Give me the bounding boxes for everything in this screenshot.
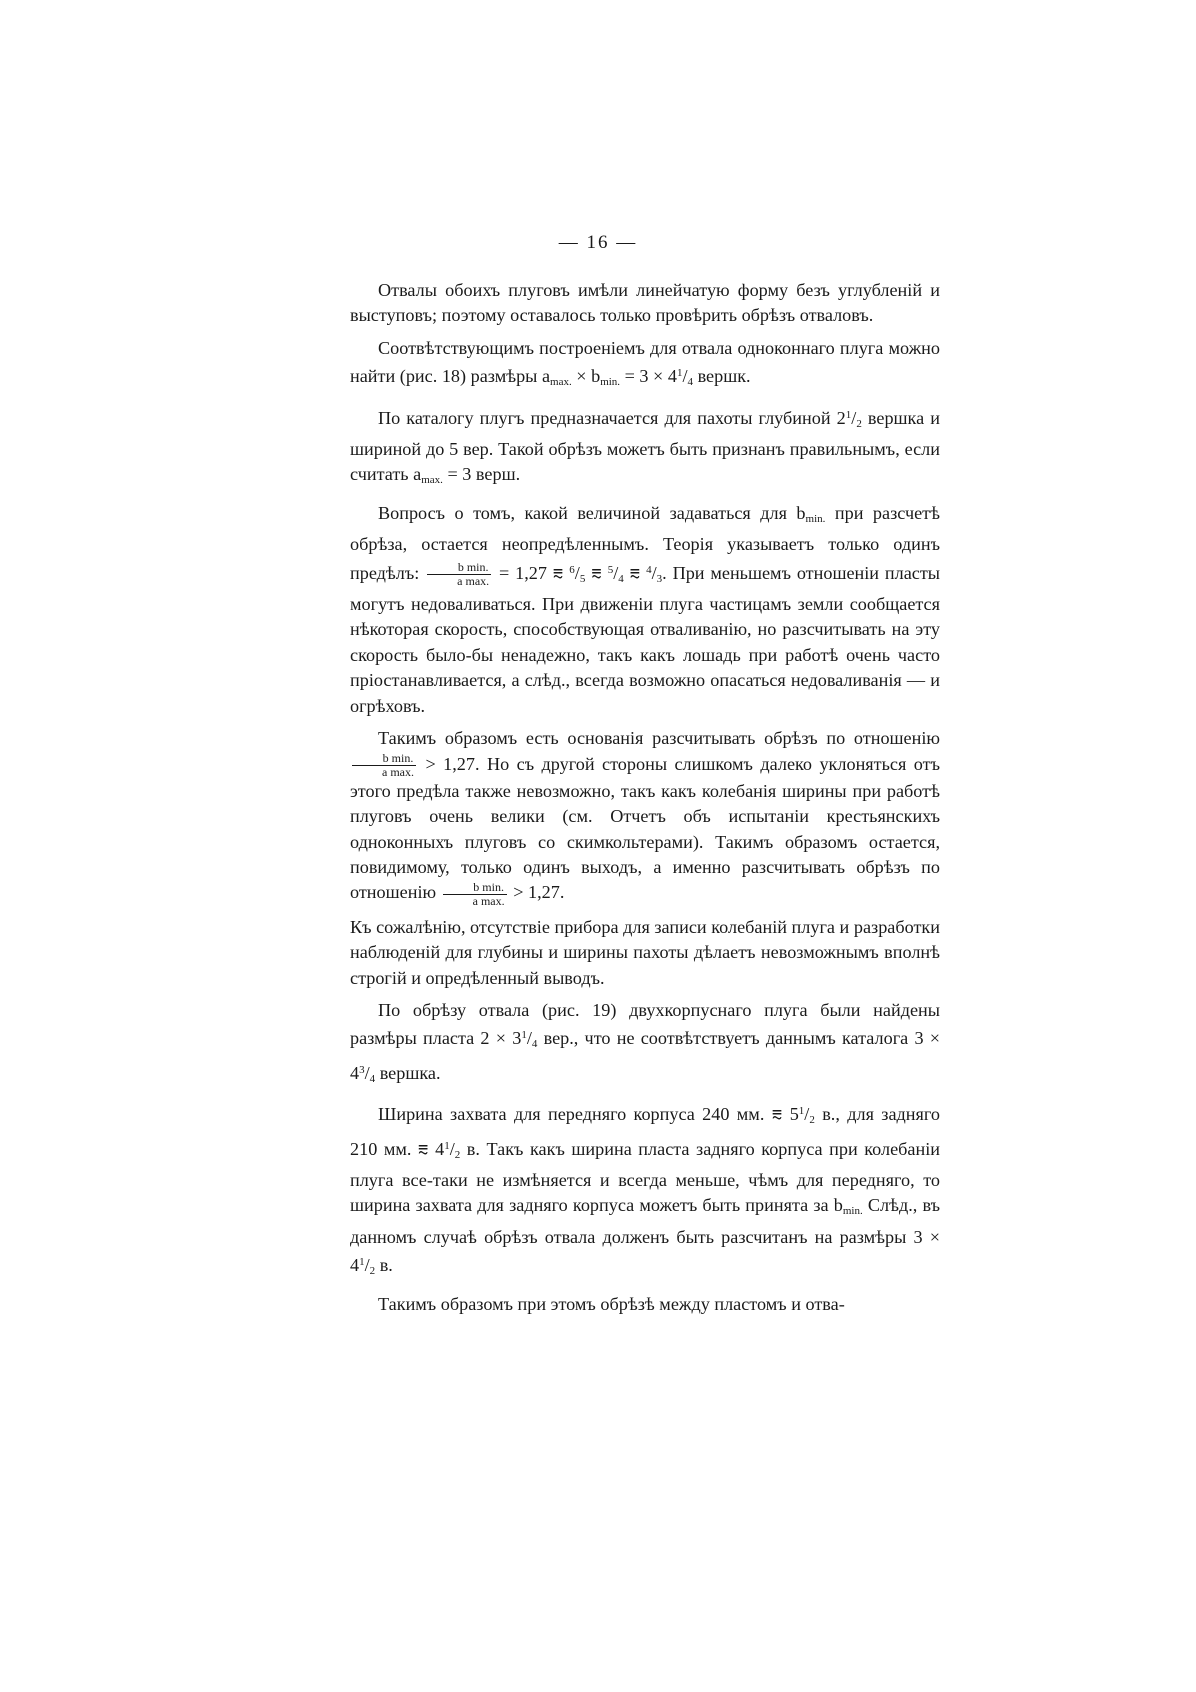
fraction <box>352 752 416 779</box>
paragraph-5 <box>350 726 940 908</box>
subscript: 4 <box>531 1038 538 1051</box>
paragraph-text: > 1,27. Но съ другой стороны слишкомъ далеко уклоняться отъ этого предѣла также невозможно, такъ какъ колебанія ширины при работѣ плуговъ очень велики (см. Отчетъ объ испытаніи крестьянскихъ одноконныхъ плуговъ со скимкольтерами). Такимъ образомъ остается, повидимому, только одинъ выходъ, а именно разсчитывать обрѣзъ по отношенію <box>350 753 940 903</box>
paragraph-text: ⩳ <box>623 562 647 583</box>
paragraph-3 <box>350 403 940 494</box>
superscript: 1 <box>798 1105 805 1118</box>
paragraph-text: / <box>851 407 857 428</box>
paragraph-text: . При меньшемъ отношеніи пласты могутъ недоваливаться. При движеніи плуга частицамъ земли сообщается нѣкоторая скорость, способствующая отваливанію, но разсчитывать на эту скорость было-бы ненадежно, такъ какъ лошадь при работѣ очень часто пріостанавливается, а слѣд., всегда возможно опасаться недоваливанія — и огрѣховъ. <box>350 562 941 716</box>
subscript: 3 <box>656 572 663 585</box>
paragraph-text: По каталогу плугъ предназначается для пахоты глубиной 2 <box>378 407 846 428</box>
subscript: 2 <box>809 1114 815 1127</box>
subscript: 5 <box>579 572 586 585</box>
paragraph-7 <box>350 998 940 1092</box>
subscript: 2 <box>856 417 862 430</box>
paragraph-text: Ширина захвата для передняго корпуса 240 мм. ⩳ 5 <box>378 1104 799 1125</box>
subscript: 4 <box>618 572 624 585</box>
paragraph-text: / <box>613 562 619 583</box>
paragraph-9 <box>350 1292 940 1317</box>
superscript: 1 <box>845 408 852 421</box>
fraction-denominator: a max. <box>382 764 414 779</box>
subscript: min. <box>600 376 621 389</box>
superscript: 1 <box>444 1139 450 1152</box>
paragraph-text: вершк. <box>693 366 751 387</box>
subscript: max. <box>421 474 443 487</box>
paragraph-text: × b <box>571 366 601 387</box>
superscript: 6 <box>569 563 575 576</box>
paragraph-text: Къ сожалѣнію, отсутствіе прибора для записи колебаній плуга и разработки наблюденій для глубины и ширины пахоты дѣлаетъ невозможнымъ вполнѣ строгій и опредѣленный выводъ. <box>350 916 940 988</box>
paragraph-text: при разсчетѣ обрѣза, остается неопредѣленнымъ. Теорія указываетъ только одинъ предѣлъ: <box>350 502 940 583</box>
paragraph-text: / <box>651 562 657 583</box>
paragraph-text: Соотвѣтствующимъ построеніемъ для отвала одноконнаго плуга можно найти (рис. 18) размѣры a <box>350 337 940 387</box>
superscript: 3 <box>359 1063 365 1076</box>
superscript: 1 <box>676 367 683 380</box>
paragraph-text: в. <box>375 1255 393 1276</box>
paragraph-text: > 1,27. <box>508 882 565 903</box>
paragraph-text: Вопросъ о томъ, какой величиной задаваться для b <box>378 502 806 523</box>
page-number: — 16 — <box>558 232 638 253</box>
fraction-denominator: a max. <box>457 573 490 588</box>
superscript: 4 <box>646 563 652 576</box>
subscript: max. <box>550 376 572 389</box>
paragraph-text: ⩳ <box>585 562 608 583</box>
subscript: 2 <box>454 1148 461 1161</box>
fraction-numerator: b min. <box>443 881 507 895</box>
paragraph-2 <box>350 336 940 396</box>
paragraph-text: / <box>526 1028 532 1049</box>
paragraph-text: Отвалы обоихъ плуговъ имѣли линейчатую форму безъ углубленій и выступовъ; поэтому оставалось только провѣрить обрѣзъ отваловъ. <box>350 280 940 326</box>
superscript: 5 <box>607 563 614 576</box>
paragraph-text: вершка и шириной до 5 вер. Такой обрѣзъ можетъ быть признанъ правильнымъ, если считать a <box>350 407 940 485</box>
paragraph-text: вер., что не соотвѣтствуетъ даннымъ каталога 3 × 4 <box>350 1028 941 1083</box>
subscript: min. <box>842 1205 863 1218</box>
paragraph-1 <box>350 278 940 329</box>
fraction-numerator: b min. <box>427 561 491 575</box>
paragraph-text: Такимъ образомъ при этомъ обрѣзѣ между пластомъ и отва- <box>378 1293 845 1314</box>
paragraph-4 <box>350 501 940 719</box>
superscript: 1 <box>521 1029 527 1042</box>
paragraph-text: Слѣд., въ данномъ случаѣ обрѣзъ отвала долженъ быть разсчитанъ на размѣры 3 × 4 <box>350 1195 941 1276</box>
subscript: 2 <box>369 1265 376 1278</box>
paragraph-8 <box>350 1099 940 1284</box>
superscript: 1 <box>359 1256 365 1269</box>
subscript: 4 <box>369 1072 376 1085</box>
paragraph-6 <box>350 915 940 991</box>
paragraph-text: Такимъ образомъ есть основанія разсчитывать обрѣзъ по отношенію <box>378 728 940 749</box>
paragraph-text: / <box>804 1104 810 1125</box>
paragraph-text: / <box>682 366 688 387</box>
fraction <box>443 881 507 908</box>
subscript: min. <box>805 512 826 525</box>
paragraph-text: вершка. <box>375 1062 441 1083</box>
paragraph-text: = 1,27 ⩳ <box>493 562 570 583</box>
paragraph-text: / <box>364 1062 370 1083</box>
paragraph-text: / <box>574 562 580 583</box>
paragraph-text: в., для задняго 210 мм. ⩳ 4 <box>350 1104 940 1159</box>
subscript: 4 <box>687 376 694 389</box>
paragraph-text: = 3 верш. <box>442 464 521 485</box>
fraction-denominator: a max. <box>472 893 505 908</box>
fraction <box>427 561 491 588</box>
paragraph-text: / <box>364 1255 370 1276</box>
paragraph-text: По обрѣзу отвала (рис. 19) двухкорпуснаго плуга были найдены размѣры пласта 2 × 3 <box>350 1000 940 1049</box>
fraction-numerator: b min. <box>352 752 416 766</box>
paragraph-text: в. Такъ какъ ширина пласта задняго корпуса при колебаніи плуга все-таки не измѣняется и всегда меньше, чѣмъ для передняго, то ширина захвата для задняго корпуса можетъ быть принята за b <box>350 1138 940 1216</box>
paragraph-text: / <box>449 1138 455 1159</box>
body-text <box>350 278 940 1324</box>
paragraph-text: = 3 × 4 <box>620 366 677 387</box>
